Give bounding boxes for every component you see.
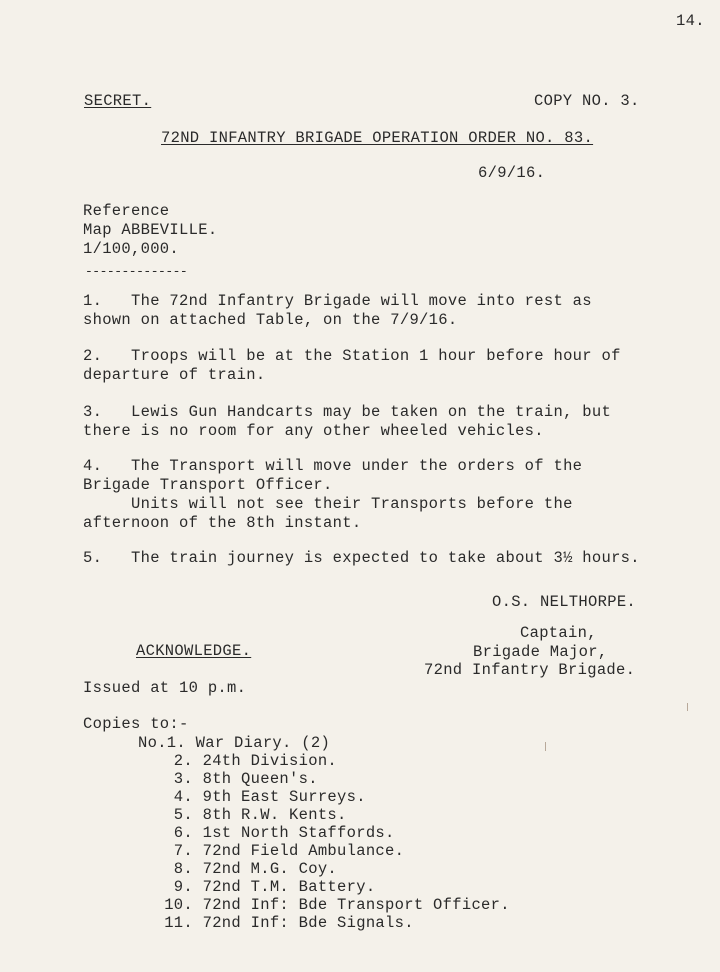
copy-recipient: War Diary. (2)	[195, 734, 331, 752]
copy-no: 3.	[173, 770, 193, 788]
signature-role: Brigade Major,	[473, 643, 608, 661]
signature-unit: 72nd Infantry Brigade.	[424, 661, 636, 679]
copy-row	[138, 824, 395, 842]
paper-mark	[545, 742, 546, 751]
paragraph-line: Units will not see their Transports before the	[83, 495, 573, 513]
paragraph-line: shown on attached Table, on the 7/9/16.	[83, 311, 458, 329]
document-title: 72ND INFANTRY BRIGADE OPERATION ORDER NO. 83.	[161, 129, 594, 147]
paragraph-4	[83, 457, 720, 533]
copy-no: 2.	[173, 752, 193, 770]
copy-row	[138, 752, 337, 770]
reference-scale: 1/100,000.	[83, 240, 180, 258]
signature-rank: Captain,	[520, 624, 597, 642]
copy-recipient: 8th Queen's.	[202, 770, 318, 788]
copies-heading: Copies to:-	[83, 715, 189, 733]
copy-no: 5.	[173, 806, 193, 824]
page-number: 14.	[676, 12, 705, 30]
copy-recipient: 72nd Inf: Bde Signals.	[202, 914, 414, 932]
paragraph-line: 3. Lewis Gun Handcarts may be taken on the train, but	[83, 403, 612, 421]
paragraph-line: departure of train.	[83, 366, 266, 384]
classification-label: SECRET.	[84, 92, 152, 110]
paragraph-line: afternoon of the 8th instant.	[83, 514, 362, 532]
paragraph-line: 2. Troops will be at the Station 1 hour before hour of	[83, 347, 621, 365]
copy-recipient: 72nd Inf: Bde Transport Officer.	[202, 896, 510, 914]
copy-row	[138, 860, 337, 878]
paragraph-line: 4. The Transport will move under the orders of the	[83, 457, 583, 475]
copy-recipient: 24th Division.	[202, 752, 338, 770]
paragraph-line: there is no room for any other wheeled vehicles.	[83, 422, 544, 440]
copy-row	[138, 842, 404, 860]
copy-row	[138, 878, 375, 896]
copy-recipient: 8th R.W. Kents.	[202, 806, 347, 824]
copy-recipient: 72nd M.G. Coy.	[202, 860, 338, 878]
copy-recipient: 72nd T.M. Battery.	[202, 878, 376, 896]
paragraph-5	[83, 549, 720, 568]
paragraph-line: Brigade Transport Officer.	[83, 476, 333, 494]
reference-label: Reference	[83, 202, 170, 220]
copy-row	[138, 734, 330, 752]
copy-row	[138, 770, 318, 788]
copy-no: 4.	[173, 788, 193, 806]
paper-mark	[687, 703, 688, 711]
copy-no: 7.	[173, 842, 193, 860]
copy-no: 11.	[164, 914, 193, 932]
copy-no: 9.	[173, 878, 193, 896]
copy-row	[138, 788, 366, 806]
copy-number: COPY NO. 3.	[534, 92, 640, 110]
issued-time: Issued at 10 p.m.	[83, 679, 247, 697]
document-date: 6/9/16.	[478, 164, 546, 182]
copy-no: 6.	[173, 824, 193, 842]
paragraph-1	[83, 292, 720, 330]
copy-row	[138, 806, 347, 824]
copy-row	[138, 914, 414, 932]
copy-row	[138, 896, 510, 914]
copy-no: 8.	[173, 860, 193, 878]
copy-recipient: 9th East Surreys.	[202, 788, 366, 806]
paragraph-2	[83, 347, 720, 385]
paragraph-line: 5. The train journey is expected to take about 3½ hours.	[83, 549, 640, 567]
reference-rule: --------------	[85, 264, 188, 279]
reference-map: Map ABBEVILLE.	[83, 221, 218, 239]
paragraph-3	[83, 403, 720, 441]
signature-name: O.S. NELTHORPE.	[492, 593, 637, 611]
copy-recipient: 72nd Field Ambulance.	[202, 842, 405, 860]
acknowledge-label: ACKNOWLEDGE.	[136, 642, 252, 660]
copy-no: No.1.	[138, 734, 187, 752]
copy-recipient: 1st North Staffords.	[202, 824, 395, 842]
paragraph-line: 1. The 72nd Infantry Brigade will move into rest as	[83, 292, 592, 310]
copy-no: 10.	[164, 896, 193, 914]
